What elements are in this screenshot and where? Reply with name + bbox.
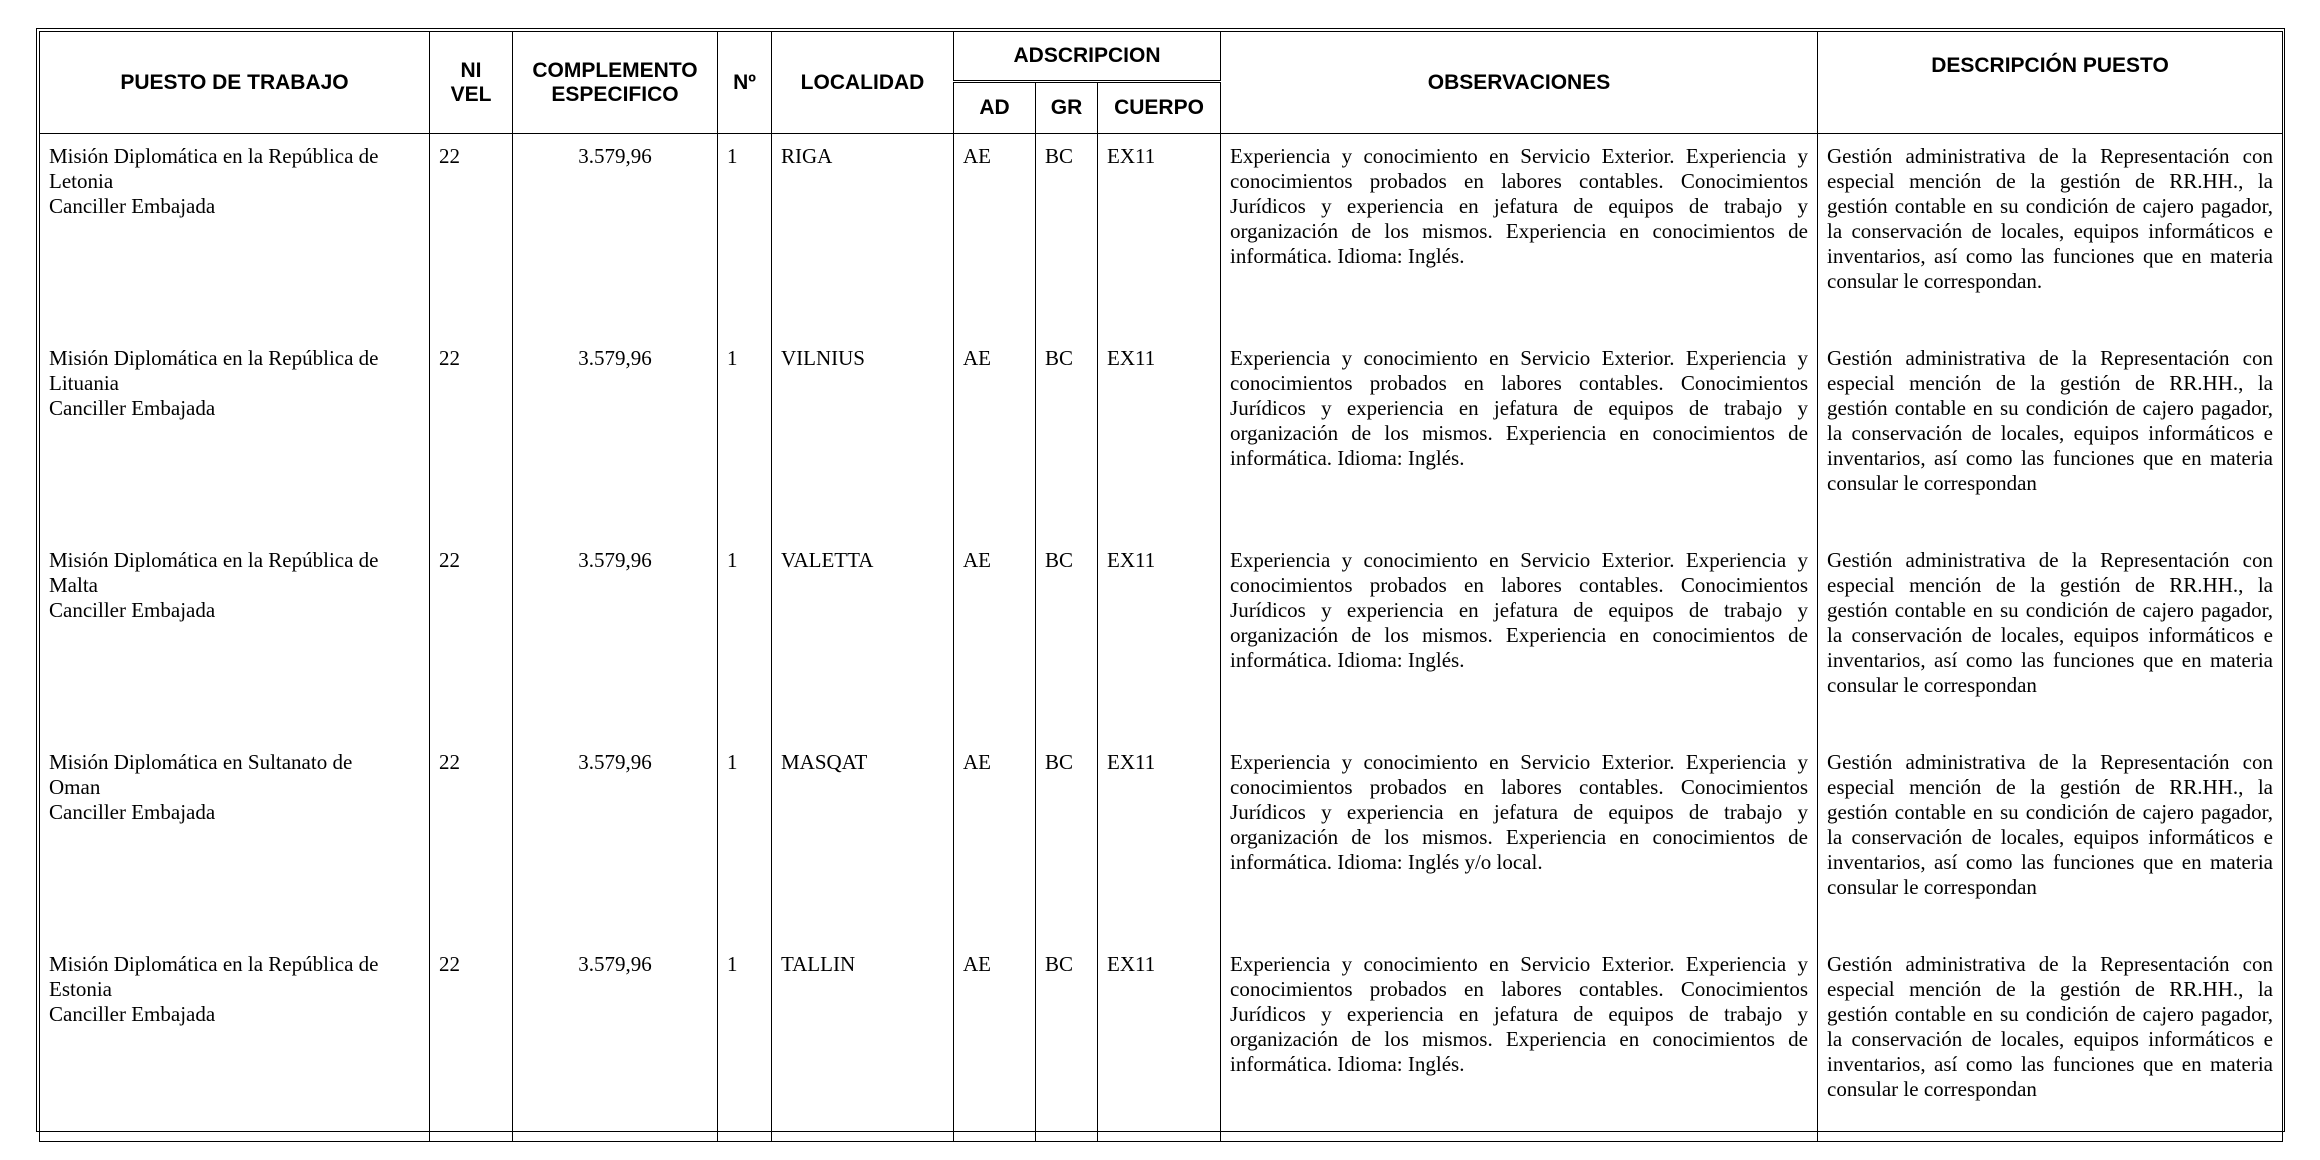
cell-descripcion: Gestión administrativa de la Representación con especial mención de la gestión de RR.HH., la gestión contable en su condición de cajero pagador, la conservación de locales, equipos informáticos e inventarios, así como las funciones que en materia consular le correspondan xyxy=(1818,942,2283,1142)
header-complemento-line1: COMPLEMENTO xyxy=(532,58,698,82)
cell-gr: BC xyxy=(1036,740,1098,942)
cell-localidad: VILNIUS xyxy=(772,336,954,538)
puesto-line3: Canciller Embajada xyxy=(49,800,216,824)
puesto-line1: Misión Diplomática en la República de xyxy=(49,548,379,572)
cell-numero: 1 xyxy=(718,740,772,942)
puesto-line3: Canciller Embajada xyxy=(49,396,216,420)
cell-puesto xyxy=(40,740,430,942)
puesto-line2: Oman xyxy=(49,775,101,799)
header-ad: AD xyxy=(954,82,1036,134)
cell-ad: AE xyxy=(954,740,1036,942)
table-row xyxy=(40,740,2283,942)
header-puesto: PUESTO DE TRABAJO xyxy=(40,32,430,134)
cell-numero: 1 xyxy=(718,134,772,337)
cell-observaciones: Experiencia y conocimiento en Servicio Exterior. Experiencia y conocimientos probados en labores contables. Conocimientos Jurídicos y experiencia en jefatura de equipos de trabajo y organización de los mismos. Experiencia en conocimientos de informática. Idioma: Inglés. xyxy=(1221,134,1818,337)
header-localidad: LOCALIDAD xyxy=(772,32,954,134)
cell-puesto xyxy=(40,942,430,1142)
cell-cuerpo: EX11 xyxy=(1098,336,1221,538)
cell-descripcion: Gestión administrativa de la Representación con especial mención de la gestión de RR.HH., la gestión contable en su condición de cajero pagador, la conservación de locales, equipos informáticos e inventarios, así como las funciones que en materia consular le correspondan. xyxy=(1818,134,2283,337)
table-row xyxy=(40,336,2283,538)
puesto-line1: Misión Diplomática en la República de xyxy=(49,144,379,168)
table-row xyxy=(40,942,2283,1142)
cell-nivel: 22 xyxy=(430,134,513,337)
cell-numero: 1 xyxy=(718,942,772,1142)
cell-gr: BC xyxy=(1036,336,1098,538)
header-complemento-line2: ESPECIFICO xyxy=(551,82,679,106)
cell-numero: 1 xyxy=(718,336,772,538)
puesto-line2: Estonia xyxy=(49,977,112,1001)
header-numero: Nº xyxy=(718,32,772,134)
cell-ad: AE xyxy=(954,538,1036,740)
job-positions-table xyxy=(39,31,2283,1142)
cell-observaciones: Experiencia y conocimiento en Servicio Exterior. Experiencia y conocimientos probados en labores contables. Conocimientos Jurídicos y experiencia en jefatura de equipos de trabajo y organización de los mismos. Experiencia en conocimientos de informática. Idioma: Inglés y/o local. xyxy=(1221,740,1818,942)
puesto-line3: Canciller Embajada xyxy=(49,598,216,622)
cell-puesto xyxy=(40,134,430,337)
puesto-line1: Misión Diplomática en Sultanato de xyxy=(49,750,353,774)
cell-puesto xyxy=(40,538,430,740)
cell-ad: AE xyxy=(954,942,1036,1142)
cell-observaciones: Experiencia y conocimiento en Servicio Exterior. Experiencia y conocimientos probados en labores contables. Conocimientos Jurídicos y experiencia en jefatura de equipos de trabajo y organización de los mismos. Experiencia en conocimientos de informática. Idioma: Inglés. xyxy=(1221,336,1818,538)
cell-nivel: 22 xyxy=(430,740,513,942)
cell-nivel: 22 xyxy=(430,336,513,538)
cell-observaciones: Experiencia y conocimiento en Servicio Exterior. Experiencia y conocimientos probados en labores contables. Conocimientos Jurídicos y experiencia en jefatura de equipos de trabajo y organización de los mismos. Experiencia en conocimientos de informática. Idioma: Inglés. xyxy=(1221,538,1818,740)
cell-complemento: 3.579,96 xyxy=(513,942,718,1142)
cell-descripcion: Gestión administrativa de la Representación con especial mención de la gestión de RR.HH., la gestión contable en su condición de cajero pagador, la conservación de locales, equipos informáticos e inventarios, así como las funciones que en materia consular le correspondan xyxy=(1818,740,2283,942)
table-row xyxy=(40,134,2283,337)
cell-descripcion: Gestión administrativa de la Representación con especial mención de la gestión de RR.HH., la gestión contable en su condición de cajero pagador, la conservación de locales, equipos informáticos e inventarios, así como las funciones que en materia consular le correspondan xyxy=(1818,336,2283,538)
header-descripcion: DESCRIPCIÓN PUESTO xyxy=(1818,32,2283,134)
cell-cuerpo: EX11 xyxy=(1098,942,1221,1142)
cell-complemento: 3.579,96 xyxy=(513,134,718,337)
cell-numero: 1 xyxy=(718,538,772,740)
puesto-line3: Canciller Embajada xyxy=(49,194,216,218)
cell-gr: BC xyxy=(1036,134,1098,337)
cell-complemento: 3.579,96 xyxy=(513,538,718,740)
cell-gr: BC xyxy=(1036,538,1098,740)
puesto-line3: Canciller Embajada xyxy=(49,1002,216,1026)
cell-gr: BC xyxy=(1036,942,1098,1142)
cell-puesto xyxy=(40,336,430,538)
header-observaciones: OBSERVACIONES xyxy=(1221,32,1818,134)
header-nivel-line2: VEL xyxy=(450,82,492,106)
header-gr: GR xyxy=(1036,82,1098,134)
cell-observaciones: Experiencia y conocimiento en Servicio Exterior. Experiencia y conocimientos probados en labores contables. Conocimientos Jurídicos y experiencia en jefatura de equipos de trabajo y organización de los mismos. Experiencia en conocimientos de informática. Idioma: Inglés. xyxy=(1221,942,1818,1142)
cell-nivel: 22 xyxy=(430,942,513,1142)
header-nivel xyxy=(430,32,513,134)
table-row xyxy=(40,538,2283,740)
header-adscripcion: ADSCRIPCION xyxy=(954,32,1221,82)
cell-descripcion: Gestión administrativa de la Representación con especial mención de la gestión de RR.HH., la gestión contable en su condición de cajero pagador, la conservación de locales, equipos informáticos e inventarios, así como las funciones que en materia consular le correspondan xyxy=(1818,538,2283,740)
cell-ad: AE xyxy=(954,336,1036,538)
cell-localidad: TALLIN xyxy=(772,942,954,1142)
header-nivel-line1: NI xyxy=(460,58,482,82)
puesto-line1: Misión Diplomática en la República de xyxy=(49,952,379,976)
header-cuerpo: CUERPO xyxy=(1098,82,1221,134)
puesto-line2: Malta xyxy=(49,573,98,597)
cell-localidad: MASQAT xyxy=(772,740,954,942)
cell-cuerpo: EX11 xyxy=(1098,134,1221,337)
cell-localidad: VALETTA xyxy=(772,538,954,740)
cell-complemento: 3.579,96 xyxy=(513,740,718,942)
cell-ad: AE xyxy=(954,134,1036,337)
cell-cuerpo: EX11 xyxy=(1098,740,1221,942)
cell-cuerpo: EX11 xyxy=(1098,538,1221,740)
puesto-line2: Letonia xyxy=(49,169,114,193)
cell-localidad: RIGA xyxy=(772,134,954,337)
cell-complemento: 3.579,96 xyxy=(513,336,718,538)
header-complemento xyxy=(513,32,718,134)
puesto-line1: Misión Diplomática en la República de xyxy=(49,346,379,370)
puesto-line2: Lituania xyxy=(49,371,119,395)
cell-nivel: 22 xyxy=(430,538,513,740)
